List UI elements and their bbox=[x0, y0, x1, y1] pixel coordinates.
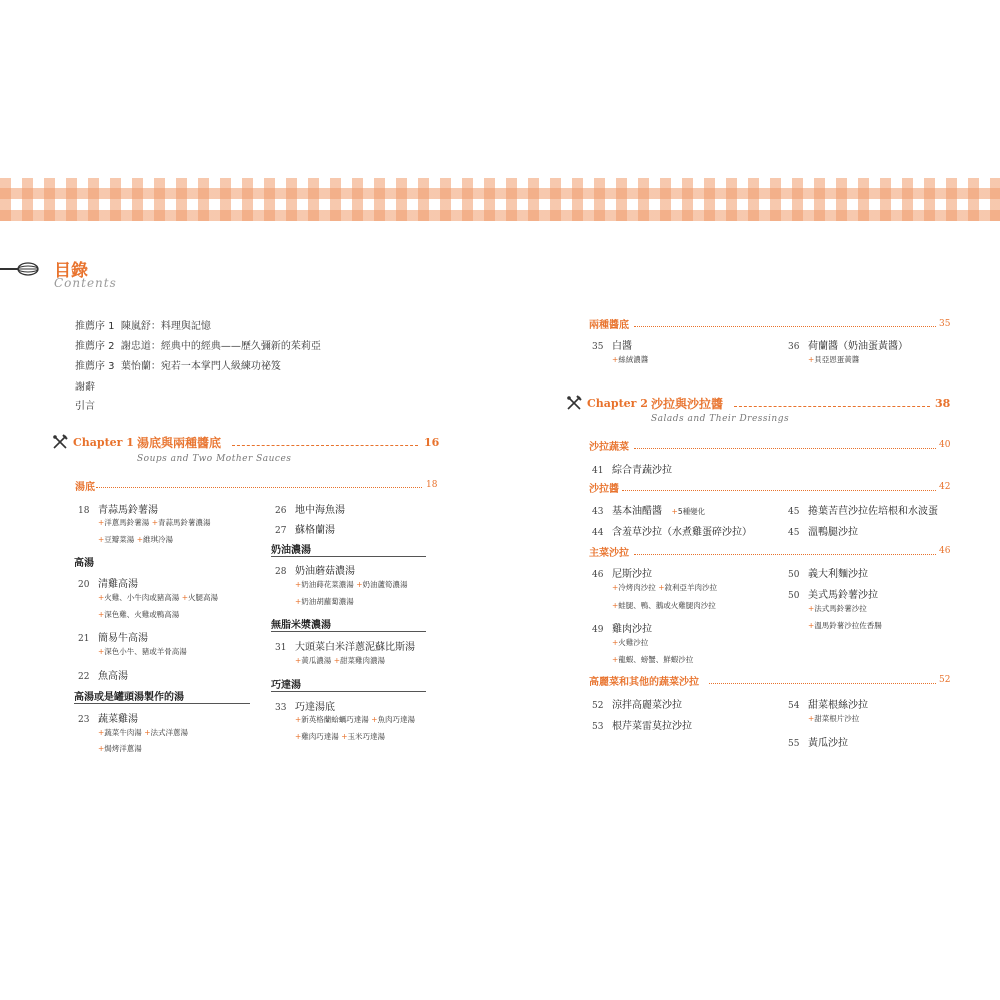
recipe-entry: 41 綜合青蔬沙拉 bbox=[592, 465, 672, 476]
variation-line: +甜菜根片沙拉 bbox=[808, 714, 860, 723]
preface-item: 推薦序 3 葉怡蘭：宛若一本掌門人級練功祕笈 bbox=[75, 361, 281, 372]
leader-line bbox=[734, 406, 930, 407]
chapter-title: 沙拉與沙拉醬 bbox=[651, 397, 724, 411]
variation-line: +奶油蒔花菜濃湯 +奶油蘆筍濃湯 bbox=[295, 580, 408, 589]
variation-line: +雞肉巧達湯 +玉米巧達湯 bbox=[295, 732, 385, 741]
recipe-entry: 21 簡易牛高湯 bbox=[78, 633, 148, 644]
section-rule bbox=[74, 703, 250, 704]
section-page: 52 bbox=[939, 675, 951, 685]
recipe-entry: 46 尼斯沙拉 bbox=[592, 569, 652, 580]
section-rule bbox=[271, 691, 426, 692]
recipe-entry: 36 荷蘭醬（奶油蛋黃醬） bbox=[788, 341, 908, 352]
preface-item: 推薦序 1 陳嵐舒：料理與記憶 bbox=[75, 321, 211, 332]
variation-line: +法式馬鈴薯沙拉 bbox=[808, 604, 867, 613]
variation-line: +龍蝦、螃蟹、鮮蝦沙拉 bbox=[612, 655, 694, 664]
page-title: 目錄 bbox=[54, 261, 88, 281]
chapter-page: 16 bbox=[424, 436, 440, 449]
variation-line: +火雞沙拉 bbox=[612, 638, 649, 647]
subsection-title: 無脂米漿濃湯 bbox=[271, 620, 331, 631]
section-title: 湯底 bbox=[75, 482, 95, 493]
gingham-banner bbox=[0, 178, 1000, 221]
variation-line: +溫馬鈴薯沙拉佐香腸 bbox=[808, 621, 882, 630]
recipe-entry: 55 黃瓜沙拉 bbox=[788, 738, 848, 749]
utensils-icon bbox=[566, 395, 582, 415]
variation-line: +奶油胡蘿蔔濃湯 bbox=[295, 597, 354, 606]
section-page: 42 bbox=[939, 482, 951, 492]
variation-line: +新英格蘭蛤蠣巧達湯 +魚肉巧達湯 bbox=[295, 715, 415, 724]
recipe-entry: 20 清雞高湯 bbox=[78, 579, 138, 590]
subsection-title: 高湯 bbox=[74, 558, 94, 569]
variation-line: +焗烤洋蔥湯 bbox=[98, 744, 142, 753]
leader-line bbox=[96, 487, 422, 488]
recipe-entry: 27 蘇格蘭湯 bbox=[275, 525, 335, 536]
recipe-entry: 43 基本油醋醬 +5種變化 bbox=[592, 506, 706, 517]
variation-line: +洋蔥馬鈴薯湯 +青蒜馬鈴薯濃湯 bbox=[98, 518, 211, 527]
section-page: 40 bbox=[939, 440, 951, 450]
preface-item: 推薦序 2 謝忠道：經典中的經典——歷久彌新的茱莉亞 bbox=[75, 341, 321, 352]
section-title: 高麗菜和其他的蔬菜沙拉 bbox=[589, 677, 699, 688]
recipe-entry: 53 根芹菜雷莫拉沙拉 bbox=[592, 721, 692, 732]
chapter-title: 湯底與兩種醬底 bbox=[137, 436, 222, 450]
recipe-entry: 44 含羞草沙拉（水煮雞蛋碎沙拉） bbox=[592, 527, 752, 538]
recipe-entry: 49 雞肉沙拉 bbox=[592, 624, 652, 635]
chapter-page: 38 bbox=[935, 397, 951, 410]
variation-line: +絲絨濃醬 bbox=[612, 355, 649, 364]
chapter-subtitle: Soups and Two Mother Sauces bbox=[137, 454, 292, 464]
recipe-entry: 22 魚高湯 bbox=[78, 671, 128, 682]
recipe-entry: 23 蔬菜雞湯 bbox=[78, 714, 138, 725]
section-rule bbox=[271, 631, 426, 632]
recipe-entry: 50 義大利麵沙拉 bbox=[788, 569, 868, 580]
recipe-entry: 31 大頭菜白米洋蔥泥蘇比斯湯 bbox=[275, 642, 415, 653]
variation-line: +黃瓜濃湯 +甜菜雞肉濃湯 bbox=[295, 656, 385, 665]
section-title: 沙拉蔬菜 bbox=[589, 442, 629, 453]
chapter-label: Chapter 1 bbox=[73, 436, 134, 449]
section-page: 18 bbox=[426, 480, 438, 490]
page-subtitle: Contents bbox=[54, 276, 117, 290]
leader-line bbox=[634, 448, 936, 449]
recipe-entry: 54 甜菜根絲沙拉 bbox=[788, 700, 868, 711]
section-title: 兩種醬底 bbox=[589, 320, 629, 331]
variation-line: +貝亞恩蛋黃醬 bbox=[808, 355, 860, 364]
section-title: 主菜沙拉 bbox=[589, 548, 629, 559]
recipe-entry: 52 涼拌高麗菜沙拉 bbox=[592, 700, 682, 711]
leader-line bbox=[232, 445, 418, 446]
subsection-title: 巧達湯 bbox=[271, 680, 301, 691]
acknowledgements: 謝辭 bbox=[75, 382, 95, 393]
recipe-entry: 35 白醬 bbox=[592, 341, 632, 352]
recipe-entry: 45 溫鴨腿沙拉 bbox=[788, 527, 858, 538]
introduction: 引言 bbox=[75, 401, 95, 412]
variation-line: +深色雞、火雞或鴨高湯 bbox=[98, 610, 180, 619]
variation-line: +冷烤肉沙拉 +敘利亞羊肉沙拉 bbox=[612, 583, 717, 592]
leader-line bbox=[622, 490, 936, 491]
variation-line: +深色小牛、豬或羊骨高湯 bbox=[98, 647, 187, 656]
recipe-entry: 33 巧達湯底 bbox=[275, 702, 335, 713]
section-page: 46 bbox=[939, 546, 951, 556]
subsection-title: 奶油濃湯 bbox=[271, 545, 311, 556]
recipe-entry: 28 奶油蘑菇濃湯 bbox=[275, 566, 355, 577]
recipe-entry: 45 捲葉苦苣沙拉佐培根和水波蛋 bbox=[788, 506, 938, 517]
variation-line: +火雞、小牛肉或豬高湯 +火腿高湯 bbox=[98, 593, 218, 602]
chapter-label: Chapter 2 bbox=[587, 397, 648, 410]
chapter-subtitle: Salads and Their Dressings bbox=[651, 414, 790, 424]
section-page: 35 bbox=[939, 319, 951, 329]
variation-line: +豆瓣菜湯 +維琪冷湯 bbox=[98, 535, 173, 544]
recipe-entry: 18 青蒜馬鈴薯湯 bbox=[78, 505, 158, 516]
section-title: 沙拉醬 bbox=[589, 484, 619, 495]
recipe-entry: 50 美式馬鈴薯沙拉 bbox=[788, 590, 878, 601]
variation-line: +蛙腿、鴨、鵝或火雞腿肉沙拉 bbox=[612, 601, 716, 610]
recipe-entry: 26 地中海魚湯 bbox=[275, 505, 345, 516]
utensils-icon bbox=[52, 434, 68, 454]
leader-line bbox=[634, 554, 936, 555]
section-rule bbox=[271, 556, 426, 557]
variation-line: +蔬菜牛肉湯 +法式洋蔥湯 bbox=[98, 728, 188, 737]
whisk-icon bbox=[0, 258, 40, 282]
leader-line bbox=[709, 683, 936, 684]
subsection-title: 高湯或是罐頭湯製作的湯 bbox=[74, 692, 184, 703]
leader-line bbox=[634, 326, 936, 327]
